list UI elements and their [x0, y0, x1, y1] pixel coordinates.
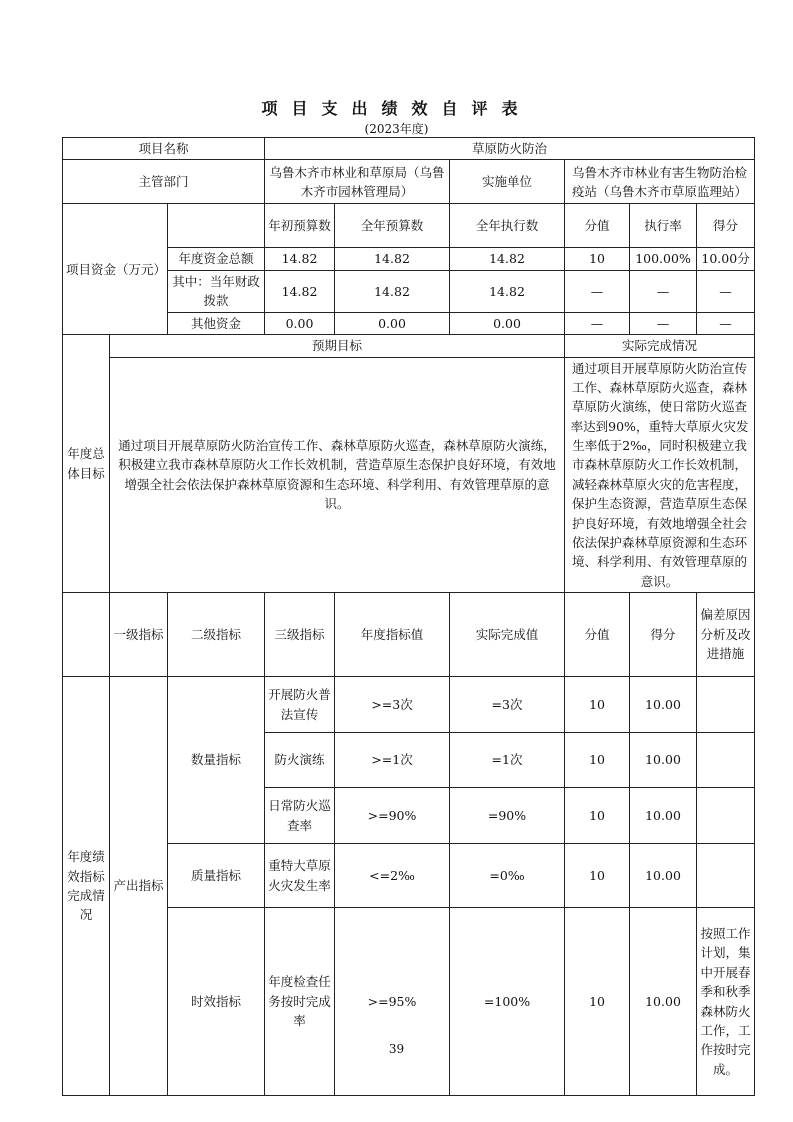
funds-cell: 0.00 — [335, 312, 450, 334]
funds-header: 执行率 — [630, 204, 697, 248]
funds-header-row — [63, 204, 755, 248]
funds-row-label: 年度资金总额 — [168, 248, 265, 270]
level3-indicator: 开展防火普法宣传 — [265, 677, 335, 733]
expected-goal-header: 预期目标 — [110, 335, 565, 357]
page-number: 39 — [388, 1042, 405, 1056]
funds-cell: 14.82 — [335, 248, 450, 270]
funds-cell: 14.82 — [265, 270, 335, 312]
impl-value: 乌鲁木齐市林业有害生物防治检疫站（乌鲁木齐市草原监理站） — [565, 160, 755, 204]
funds-cell: 100.00% — [630, 248, 697, 270]
level3-indicator: 重特大草原火灾发生率 — [265, 844, 335, 908]
target-value: >=90% — [335, 788, 450, 844]
department-row — [63, 160, 755, 204]
funds-cell: — — [565, 312, 630, 334]
deviation-note — [697, 677, 755, 733]
level1-indicator: 产出指标 — [110, 677, 168, 1096]
indicator-header: 偏差原因分析及改进措施 — [697, 593, 755, 677]
indicator-header-row — [63, 593, 755, 677]
goals-content-row — [63, 357, 755, 593]
score-value: 10 — [565, 788, 630, 844]
score-value: 10 — [565, 908, 630, 1096]
actual-goal-text: 通过项目开展草原防火防治宣传工作、森林草原防火巡查，森林草原防火演练，使日常防火巡查率达到90%，重特大草原火灾发生率低于2‰，同时积极建立我市森林草原防火工作长效机制，减轻森林草原火灾的危害程度，保护生态资源，营造草原生态保护良好环境，有效地增强全社会依法保护森林草原资源和生态环境、科学利用、有效管理草原的意识。 — [565, 357, 755, 593]
project-name-value: 草原防火防治 — [265, 138, 755, 160]
goals-label: 年度总体目标 — [63, 335, 110, 593]
level3-indicator: 年度检查任务按时完成率 — [265, 908, 335, 1096]
expected-goal-text: 通过项目开展草原防火防治宣传工作、森林草原防火巡查，森林草原防火演练，积极建立我市森林草原防火工作长效机制，营造草原生态保护良好环境，有效地增强全社会依法保护森林草原资源和生态环境、科学利用、有效管理草原的意识。 — [110, 357, 565, 593]
actual-value: =3次 — [450, 677, 565, 733]
dept-value: 乌鲁木齐市林业和草原局（乌鲁木齐市园林管理局） — [265, 160, 450, 204]
score: 10.00 — [630, 844, 697, 908]
funds-cell: 10.00分 — [697, 248, 755, 270]
actual-value: =1次 — [450, 733, 565, 788]
actual-value: =100% — [450, 908, 565, 1096]
level2-indicator: 质量指标 — [168, 844, 265, 908]
score: 10.00 — [630, 908, 697, 1096]
actual-goal-header: 实际完成情况 — [565, 335, 755, 357]
funds-row-label: 其中：当年财政拨款 — [168, 270, 265, 312]
funds-cell: — — [630, 270, 697, 312]
funds-cell: — — [630, 312, 697, 334]
table-row — [63, 677, 755, 733]
funds-cell: — — [697, 312, 755, 334]
funds-cell: 14.82 — [335, 270, 450, 312]
funds-header: 得分 — [697, 204, 755, 248]
level2-indicator: 数量指标 — [168, 677, 265, 844]
deviation-note — [697, 844, 755, 908]
funds-header: 年初预算数 — [265, 204, 335, 248]
actual-value: =90% — [450, 788, 565, 844]
project-name-label: 项目名称 — [63, 138, 265, 160]
level3-indicator: 日常防火巡查率 — [265, 788, 335, 844]
target-value: <=2‰ — [335, 844, 450, 908]
funds-cell: 0.00 — [450, 312, 565, 334]
level2-indicator: 时效指标 — [168, 908, 265, 1096]
indicator-header-blank — [63, 593, 110, 677]
indicator-header: 二级指标 — [168, 593, 265, 677]
score-value: 10 — [565, 844, 630, 908]
project-name-row — [63, 138, 755, 160]
target-value: >=1次 — [335, 733, 450, 788]
deviation-note — [697, 788, 755, 844]
funds-header: 全年执行数 — [450, 204, 565, 248]
funds-header: 分值 — [565, 204, 630, 248]
actual-value: =0‰ — [450, 844, 565, 908]
level3-indicator: 防火演练 — [265, 733, 335, 788]
indicator-header: 年度指标值 — [335, 593, 450, 677]
funds-cell: — — [565, 270, 630, 312]
funds-cell: — — [697, 270, 755, 312]
impl-label: 实施单位 — [450, 160, 565, 204]
indicator-header: 得分 — [630, 593, 697, 677]
score-value: 10 — [565, 677, 630, 733]
funds-cell: 0.00 — [265, 312, 335, 334]
goals-header-row — [63, 335, 755, 357]
target-value: >=3次 — [335, 677, 450, 733]
funds-cell: 14.82 — [265, 248, 335, 270]
funds-header-blank — [168, 204, 265, 248]
indicator-header: 实际完成值 — [450, 593, 565, 677]
funds-label: 项目资金（万元） — [63, 204, 168, 335]
indicator-header: 三级指标 — [265, 593, 335, 677]
funds-header: 全年预算数 — [335, 204, 450, 248]
funds-cell: 10 — [565, 248, 630, 270]
score-value: 10 — [565, 733, 630, 788]
funds-cell: 14.82 — [450, 248, 565, 270]
indicator-header: 分值 — [565, 593, 630, 677]
target-value: >=95% — [335, 908, 450, 1096]
page-title: 项目支出绩效自评表 — [261, 99, 532, 118]
indicator-header: 一级指标 — [110, 593, 168, 677]
score: 10.00 — [630, 788, 697, 844]
deviation-note: 按照工作计划，集中开展春季和秋季森林防火工作，工作按时完成。 — [697, 908, 755, 1096]
deviation-note — [697, 733, 755, 788]
score: 10.00 — [630, 677, 697, 733]
funds-cell: 14.82 — [450, 270, 565, 312]
report-year: (2023年度) — [364, 122, 429, 136]
score: 10.00 — [630, 733, 697, 788]
indicators-section-label: 年度绩效指标完成情况 — [63, 677, 110, 1096]
funds-row-label: 其他资金 — [168, 312, 265, 334]
performance-table — [62, 137, 755, 1096]
dept-label: 主管部门 — [63, 160, 265, 204]
